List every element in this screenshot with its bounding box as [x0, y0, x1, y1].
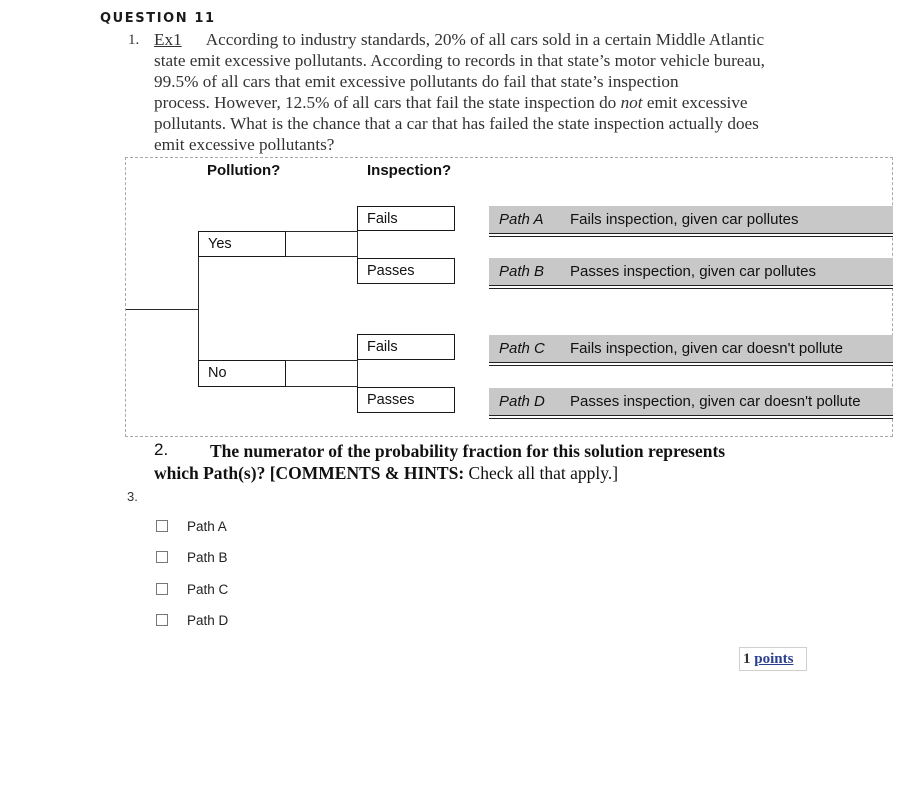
path-c-desc: Fails inspection, given car doesn't pollute	[570, 340, 844, 357]
path-d-label: Path D	[499, 393, 545, 410]
path-a-row	[489, 206, 893, 234]
problem-line-1: According to industry standards, 20% of all cars sold in a certain Middle Atlantic	[205, 30, 765, 49]
path-b-row	[489, 258, 893, 286]
outcome-fails-no: Fails	[357, 334, 455, 360]
problem-line-3: 99.5% of all cars that emit excessive pollutants do fail that state’s inspection	[154, 72, 679, 91]
path-d-row	[489, 388, 893, 416]
branch-no: No	[198, 360, 286, 387]
header-inspection: Inspection?	[367, 162, 452, 179]
sub-question-line-1: The numerator of the probability fraction for this solution represents	[210, 441, 726, 461]
option-label-path-a[interactable]: Path A	[187, 518, 227, 534]
header-pollution: Pollution?	[207, 162, 281, 179]
problem-line-2: state emit excessive pollutants. According to records in that state’s motor vehicle bureau,	[154, 51, 765, 70]
option-path-c[interactable]	[156, 579, 228, 599]
sub-question-number: 2.	[154, 440, 169, 459]
option-path-d[interactable]	[156, 610, 228, 630]
path-a-desc: Fails inspection, given car pollutes	[570, 211, 799, 228]
path-a-label: Path A	[499, 211, 544, 228]
sub-question-line-2-rest: Check all that apply.]	[464, 463, 619, 483]
checkbox-path-c[interactable]	[156, 583, 168, 595]
option-label-path-c[interactable]: Path C	[187, 581, 229, 597]
checkbox-path-a[interactable]	[156, 520, 168, 532]
option-path-b[interactable]	[156, 547, 228, 567]
path-c-label: Path C	[499, 340, 545, 357]
problem-text	[154, 29, 819, 155]
question-title: QUESTION 11	[100, 11, 216, 26]
path-b-desc: Passes inspection, given car pollutes	[570, 263, 816, 280]
outcome-passes-yes: Passes	[357, 258, 455, 284]
path-b-label: Path B	[499, 263, 545, 280]
item-number: 1.	[128, 32, 140, 48]
problem-emphasis-not: not	[620, 93, 643, 112]
branch-yes: Yes	[198, 231, 286, 257]
path-c-row	[489, 335, 893, 363]
option-label-path-b[interactable]: Path B	[187, 549, 228, 565]
sub-question-text	[154, 440, 854, 484]
points-badge	[739, 647, 807, 671]
no-lower-line	[285, 386, 358, 387]
option-path-a[interactable]	[156, 516, 227, 536]
problem-line-4-end: emit excessive	[642, 93, 748, 112]
problem-line-6: emit excessive pollutants?	[154, 135, 335, 154]
option-label-path-d[interactable]: Path D	[187, 612, 229, 628]
yes-lower-line	[285, 256, 358, 257]
root-branch-line	[126, 309, 199, 310]
points-link[interactable]: points	[754, 651, 794, 667]
outcome-passes-no: Passes	[357, 387, 455, 413]
path-d-desc: Passes inspection, given car doesn't pollute	[570, 393, 861, 410]
answers-number: 3.	[127, 489, 138, 504]
checkbox-path-d[interactable]	[156, 614, 168, 626]
problem-line-5: pollutants. What is the chance that a car that has failed the state inspection actually does	[154, 114, 759, 133]
no-upper-line	[285, 360, 358, 361]
yes-upper-line	[285, 231, 358, 232]
points-value: 1	[743, 651, 751, 667]
checkbox-path-b[interactable]	[156, 551, 168, 563]
sub-question-line-2-bold: which Path(s)? [COMMENTS & HINTS:	[154, 463, 465, 483]
outcome-fails-yes: Fails	[357, 206, 455, 231]
example-link[interactable]: Ex1	[154, 30, 182, 49]
problem-line-4: process. However, 12.5% of all cars that fail the state inspection do	[154, 93, 621, 112]
